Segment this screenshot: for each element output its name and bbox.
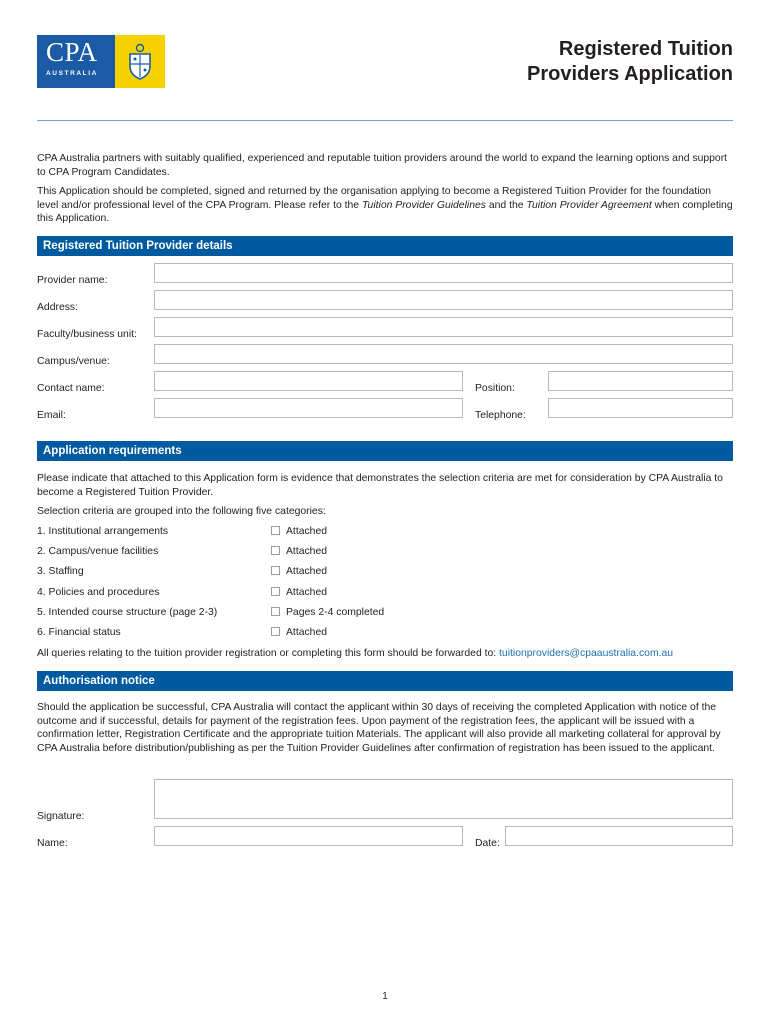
- queries-label: All queries relating to the tuition provider registration or completing this form should be forwarded to:: [37, 648, 500, 659]
- intro-paragraph-2: [37, 185, 733, 226]
- intro-p2-agreement: Tuition Provider Agreement: [526, 199, 652, 211]
- criterion-check-label: Attached: [286, 627, 328, 638]
- intro-p2-guidelines: Tuition Provider Guidelines: [361, 199, 486, 211]
- criterion-checkbox[interactable]: [271, 546, 280, 555]
- criterion-checkbox[interactable]: [271, 587, 280, 596]
- intro-p2-and: and the: [485, 199, 527, 211]
- page-title: [527, 37, 733, 87]
- faculty-label: Faculty/business unit:: [37, 329, 137, 340]
- intro-p2-start: This Application should be completed, signed and returned by the organisation applying to become a Registered Tuition Provider for the foundation level and/or professional level of the CPA Program. Please refer to the: [37, 186, 712, 211]
- date-field[interactable]: [505, 826, 733, 846]
- queries-email-link[interactable]: tuitionproviders@cpaaustralia.com.au: [499, 648, 674, 659]
- provider-name-label: Provider name:: [37, 275, 108, 286]
- criterion-checkbox[interactable]: [271, 566, 280, 575]
- header-divider: [37, 120, 733, 121]
- name-field[interactable]: [154, 826, 463, 846]
- authorisation-heading: Authorisation notice: [37, 671, 733, 691]
- contact-name-label: Contact name:: [37, 383, 105, 394]
- date-label: Date:: [475, 838, 500, 849]
- campus-label: Campus/venue:: [37, 356, 110, 367]
- email-label: Email:: [37, 410, 66, 421]
- criterion-label: 5. Intended course structure (page 2-3): [37, 607, 218, 618]
- logo-region-text: AUSTRALIA: [46, 70, 98, 77]
- position-field[interactable]: [548, 371, 733, 391]
- position-label: Position:: [475, 383, 515, 394]
- logo-blue-panel: [37, 35, 115, 88]
- criterion-checkbox[interactable]: [271, 627, 280, 636]
- crest-icon: [127, 42, 153, 82]
- criterion-check-label: Pages 2-4 completed: [286, 607, 385, 618]
- intro-paragraph-1: CPA Australia partners with suitably qualified, experienced and reputable tuition providers around the world to expand the learning options and support to CPA Program Candidates.: [37, 153, 728, 178]
- provider-name-field[interactable]: [154, 263, 733, 283]
- criterion-check-label: Attached: [286, 526, 328, 537]
- criterion-check-label: Attached: [286, 566, 328, 577]
- logo-brand-text: CPA: [46, 37, 98, 67]
- logo-yellow-panel: [115, 35, 165, 88]
- authorisation-text: Should the application be successful, CPA Australia will contact the applicant within 30 days of receiving the completed Application with notice of the outcome and if successful, details for payment of the registration fees. Upon payment of the registration fees, the applicant will be issued with a confirmation letter, Registration Certificate and the appropriate tuition Materials. The applicant will also provide all marketing collateral for approval by CPA Australia before distribution/publishing as per the Tuition Provider Guidelines after confirmation of registration has been issued to the applicant.: [37, 702, 721, 754]
- provider-details-heading: Registered Tuition Provider details: [37, 236, 733, 256]
- page-number: 1: [382, 991, 388, 1002]
- address-field[interactable]: [154, 290, 733, 310]
- email-field[interactable]: [154, 398, 463, 418]
- intro-p2-end: when completing this Application.: [37, 199, 733, 224]
- faculty-field[interactable]: [154, 317, 733, 337]
- criterion-checkbox[interactable]: [271, 607, 280, 616]
- telephone-field[interactable]: [548, 398, 733, 418]
- criterion-label: 4. Policies and procedures: [37, 587, 160, 598]
- contact-name-field[interactable]: [154, 371, 463, 391]
- address-label: Address:: [37, 302, 79, 313]
- signature-label: Signature:: [37, 811, 85, 822]
- telephone-label: Telephone:: [475, 410, 526, 421]
- criterion-label: 1. Institutional arrangements: [37, 526, 169, 537]
- queries-text: [37, 647, 733, 661]
- criterion-label: 2. Campus/venue facilities: [37, 546, 159, 557]
- criterion-check-label: Attached: [286, 587, 328, 598]
- requirements-grouped: Selection criteria are grouped into the following five categories:: [37, 506, 326, 517]
- title-line-2: Providers Application: [527, 63, 733, 85]
- title-line-1: Registered Tuition: [558, 38, 733, 60]
- criterion-label: 6. Financial status: [37, 627, 121, 638]
- criterion-check-label: Attached: [286, 546, 328, 557]
- campus-field[interactable]: [154, 344, 733, 364]
- criterion-label: 3. Staffing: [37, 566, 84, 577]
- signature-field[interactable]: [154, 779, 733, 819]
- cpa-australia-logo: [37, 35, 165, 88]
- requirements-intro: Please indicate that attached to this Application form is evidence that demonstrates the selection criteria are met for consideration by CPA Australia to become a Registered Tuition Provider.: [37, 473, 723, 498]
- name-label: Name:: [37, 838, 68, 849]
- requirements-heading: Application requirements: [37, 441, 733, 461]
- criterion-checkbox[interactable]: [271, 526, 280, 535]
